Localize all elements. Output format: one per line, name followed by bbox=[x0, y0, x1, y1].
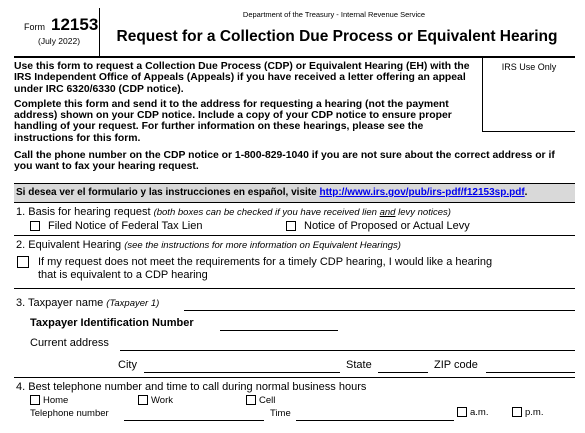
spanish-text: Si desea ver el formulario y las instrucciones en español, visite bbox=[16, 187, 320, 198]
am-option bbox=[457, 407, 488, 418]
section-1-note-a: (both boxes can be checked if you have received lien bbox=[153, 207, 380, 218]
department-line: Department of the Treasury - Internal Revenue Service bbox=[242, 10, 426, 19]
form-page bbox=[14, 8, 575, 422]
form-label: Form bbox=[24, 22, 45, 32]
section-1-label: 1. Basis for hearing request bbox=[16, 206, 154, 218]
intro-paragraph-2: Complete this form and send it to the address for requesting a hearing (not the payment address) shown on your CDP notice. Include a copy of your CDP notice to ensure proper handling of your request. For further information on these hearings, please see the instructions for this form. bbox=[14, 98, 452, 144]
cell-option bbox=[246, 395, 275, 406]
telephone-label: Telephone number bbox=[30, 408, 109, 419]
section-1-note-b: levy notices) bbox=[395, 207, 451, 218]
call-instructions: Call the phone number on the CDP notice or 1-800-829-1040 if you are not sure about the correct address or if you want to fax your hearing request. bbox=[14, 150, 555, 173]
section-2-heading bbox=[16, 239, 401, 251]
intro-section bbox=[14, 58, 575, 184]
section-1-heading bbox=[16, 206, 451, 218]
form-number: 12153 bbox=[51, 15, 99, 34]
state-field[interactable] bbox=[378, 372, 428, 373]
telephone-field[interactable] bbox=[124, 420, 264, 421]
section-2 bbox=[14, 236, 575, 289]
section-4 bbox=[14, 378, 575, 422]
lien-option bbox=[30, 220, 203, 232]
city-label: City bbox=[118, 359, 137, 371]
form-id-box bbox=[14, 8, 100, 56]
state-label: State bbox=[346, 359, 372, 371]
section-3 bbox=[14, 289, 575, 378]
tin-field[interactable] bbox=[220, 330, 338, 331]
work-option bbox=[138, 395, 173, 406]
cell-label: Cell bbox=[259, 395, 276, 406]
spanish-form-link[interactable]: http://www.irs.gov/pub/irs-pdf/f12153sp.pdf bbox=[319, 187, 525, 198]
tin-label: Taxpayer Identification Number bbox=[30, 317, 194, 329]
equivalent-hearing-text-1: If my request does not meet the requirements for a timely CDP hearing, I would like a hearing bbox=[38, 256, 493, 268]
zip-label: ZIP code bbox=[434, 359, 478, 371]
cell-checkbox[interactable] bbox=[246, 395, 256, 405]
taxpayer-name-field[interactable] bbox=[184, 310, 575, 311]
form-header bbox=[14, 8, 575, 58]
levy-label: Notice of Proposed or Actual Levy bbox=[304, 220, 470, 232]
form-date: (July 2022) bbox=[38, 36, 81, 46]
time-label: Time bbox=[270, 408, 291, 419]
section-1 bbox=[14, 203, 575, 236]
intro-paragraph-1: Use this form to request a Collection Due Process (CDP) or Equivalent Hearing (EH) with the IRS Independent Office of Appeals (Appeals) if you have received a letter offering an appeal under IRC 6320/6330 (CDP notice). bbox=[14, 61, 470, 95]
irs-use-only-box: IRS Use Only bbox=[482, 58, 575, 132]
section-1-note-and: and bbox=[379, 207, 396, 218]
time-field[interactable] bbox=[296, 420, 454, 421]
spanish-period: . bbox=[524, 187, 528, 198]
zip-field[interactable] bbox=[486, 372, 575, 373]
section-2-note: (see the instructions for more information on Equivalent Hearings) bbox=[124, 240, 401, 251]
work-checkbox[interactable] bbox=[138, 395, 148, 405]
levy-checkbox[interactable] bbox=[286, 221, 296, 231]
section-3-heading bbox=[16, 297, 159, 309]
intro-text bbox=[14, 61, 476, 148]
equivalent-hearing-text-2: that is equivalent to a CDP hearing bbox=[38, 269, 208, 281]
address-field[interactable] bbox=[120, 350, 575, 351]
levy-option bbox=[286, 220, 470, 232]
am-label: a.m. bbox=[470, 407, 489, 418]
lien-checkbox[interactable] bbox=[30, 221, 40, 231]
section-4-label: 4. Best telephone number and time to call during normal business hours bbox=[16, 381, 367, 393]
section-2-label: 2. Equivalent Hearing bbox=[16, 239, 125, 251]
spanish-banner bbox=[14, 184, 575, 203]
section-3-note: (Taxpayer 1) bbox=[106, 298, 160, 309]
home-option bbox=[30, 395, 68, 406]
section-3-label: 3. Taxpayer name bbox=[16, 297, 107, 309]
form-title: Request for a Collection Due Process or Equivalent Hearing bbox=[116, 28, 558, 45]
equivalent-hearing-checkbox[interactable] bbox=[17, 256, 29, 268]
address-label: Current address bbox=[30, 337, 109, 349]
pm-option bbox=[512, 407, 543, 418]
home-checkbox[interactable] bbox=[30, 395, 40, 405]
am-checkbox[interactable] bbox=[457, 407, 467, 417]
city-field[interactable] bbox=[144, 372, 340, 373]
pm-label: p.m. bbox=[525, 407, 544, 418]
work-label: Work bbox=[151, 395, 173, 406]
lien-label: Filed Notice of Federal Tax Lien bbox=[48, 220, 203, 232]
pm-checkbox[interactable] bbox=[512, 407, 522, 417]
home-label: Home bbox=[43, 395, 69, 406]
